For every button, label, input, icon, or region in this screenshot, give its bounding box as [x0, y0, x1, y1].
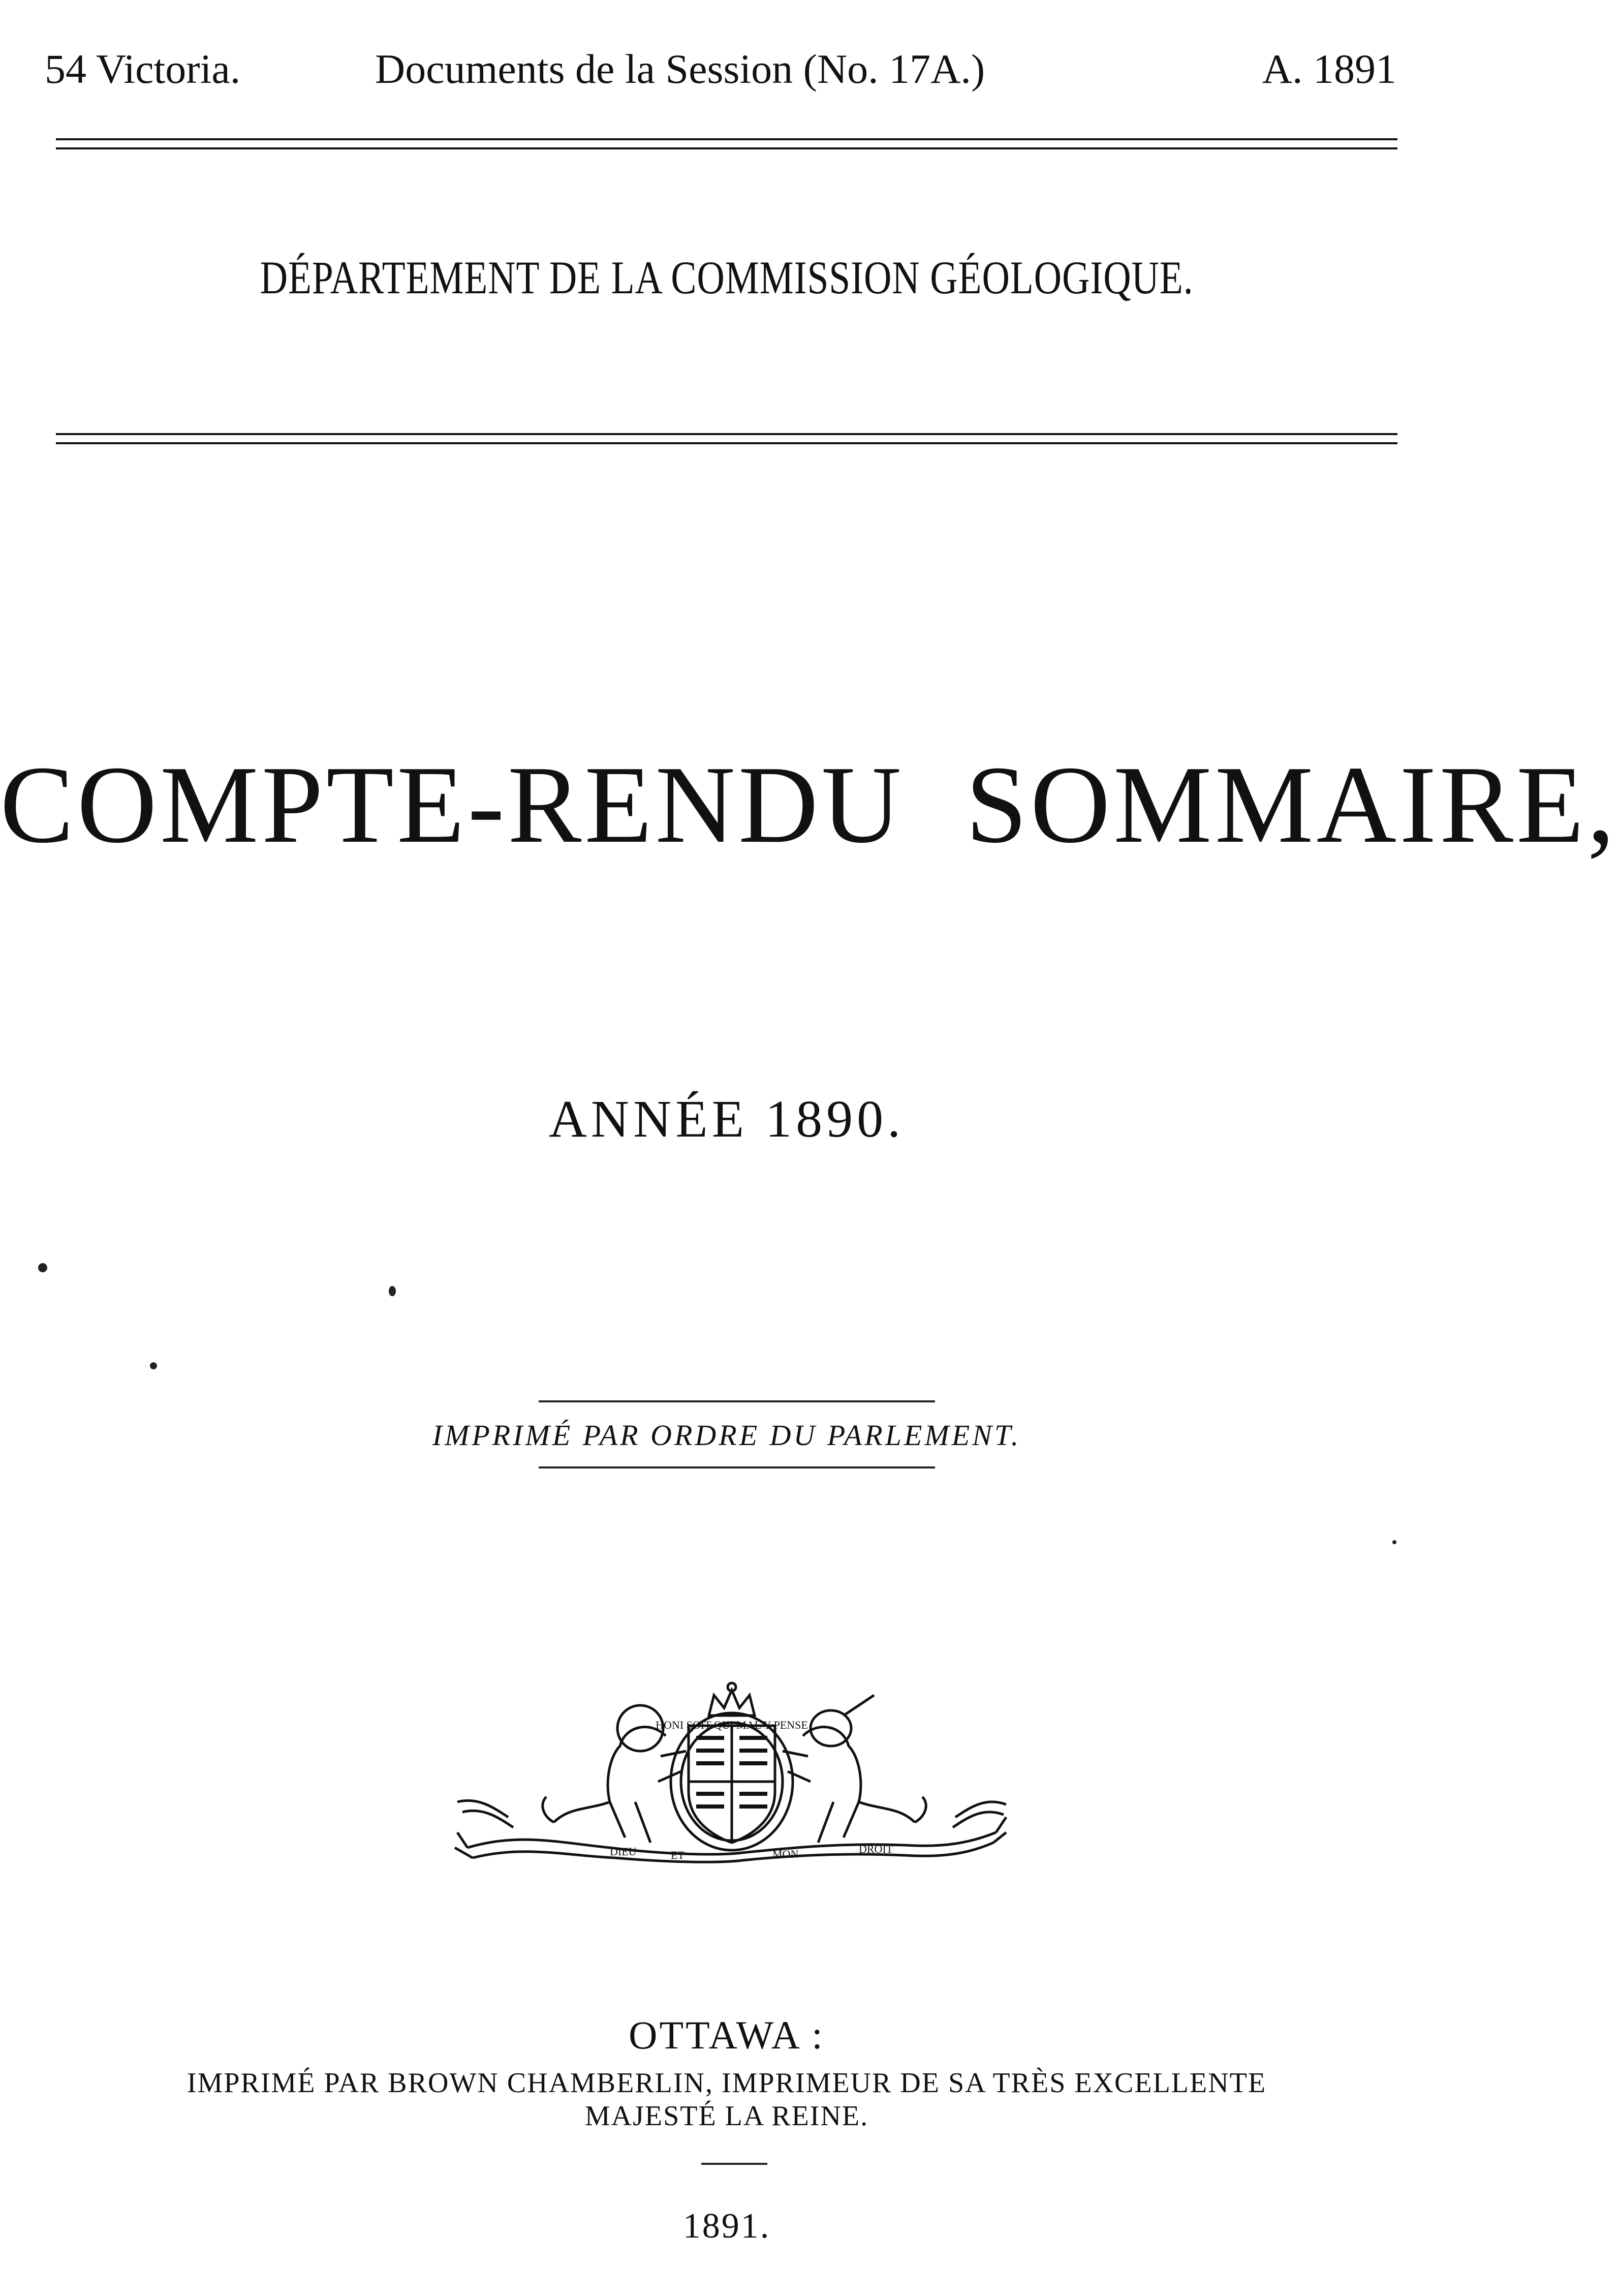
header-year: A. 1891 [1262, 46, 1396, 92]
svg-text:MON: MON [772, 1848, 799, 1860]
paper-speck [38, 1263, 47, 1272]
paper-speck [1392, 1540, 1396, 1544]
header-rule-top [56, 138, 1397, 140]
department-rule-top [56, 433, 1397, 435]
svg-text:DIEU: DIEU [610, 1845, 637, 1858]
imprint-printer-line-1: IMPRIMÉ PAR BROWN CHAMBERLIN, IMPRIMEUR DE SA TRÈS EXCELLENTE [186, 2067, 1267, 2099]
printed-by-order-line: IMPRIMÉ PAR ORDRE DU PARLEMENT. [432, 1419, 1021, 1452]
paper-speck [150, 1362, 157, 1369]
header-regnal-year: 54 Victoria. [45, 46, 241, 92]
svg-text:HONI SOIT QUI MAL Y PENSE: HONI SOIT QUI MAL Y PENSE [656, 1719, 808, 1731]
header-session-document: Documents de la Session (No. 17A.) [375, 46, 985, 92]
svg-text:DROIT: DROIT [859, 1843, 893, 1855]
report-title: COMPTE-RENDU SOMMAIRE, [0, 744, 1618, 866]
department-rule-bottom [56, 442, 1397, 444]
order-rule-top [539, 1400, 935, 1402]
imprint-short-rule [701, 2163, 767, 2165]
publication-year: 1891. [682, 2207, 771, 2246]
svg-text:ET: ET [671, 1849, 684, 1861]
report-year: ANNÉE 1890. [548, 1090, 905, 1148]
imprint-place: OTTAWA : [629, 2013, 825, 2057]
paper-speck [389, 1286, 396, 1296]
imprint-printer-line-2: MAJESTÉ LA REINE. [584, 2100, 869, 2132]
royal-coat-of-arms-icon [457, 1680, 1006, 1863]
order-rule-bottom [539, 1466, 935, 1468]
header-rule-bottom [56, 147, 1397, 149]
department-heading: DÉPARTEMENT DE LA COMMISSION GÉOLOGIQUE. [260, 252, 1194, 303]
